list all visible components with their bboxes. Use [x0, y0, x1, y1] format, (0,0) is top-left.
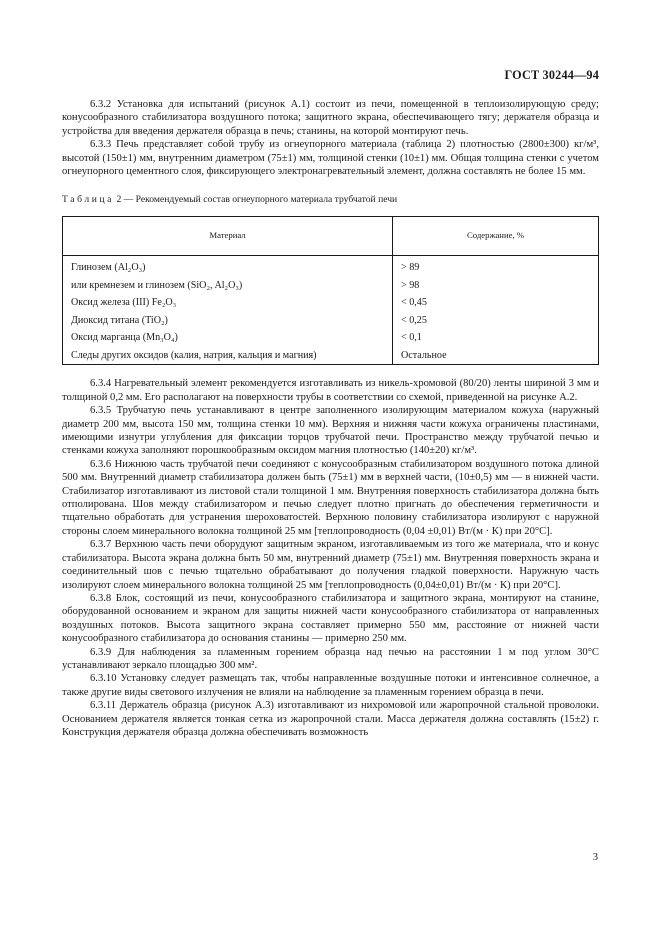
table-caption	[62, 193, 599, 206]
cell-material: Диоксид титана (TiO₂)	[63, 312, 393, 330]
cell-material: или кремнезем и глинозем (SiO₂, Al₂O₃)	[63, 276, 393, 294]
cell-content: > 98	[393, 276, 599, 294]
table-row	[63, 329, 599, 347]
header-material: Материал	[63, 216, 393, 255]
page-number: 3	[592, 852, 598, 863]
paragraph-6-3-4: 6.3.4 Нагревательный элемент рекомендуется изготавливать из никель-хромовой (80/20) ленты шириной 3 мм и толщиной 0,2 мм. Его располагают на поверхности трубы в соответствии со схемой, приведенной на рисунке А.2.	[62, 378, 599, 403]
materials-table	[62, 216, 599, 366]
cell-material: Следы других оксидов (калия, натрия, кальция и магния)	[63, 347, 393, 365]
table-header-row	[63, 216, 599, 255]
paragraph-6-3-7: 6.3.7 Верхнюю часть печи оборудуют защитным экраном, изготавливаемым из того же материала, что и конус стабилизатора. Высота экрана должна быть 50 мм, внутренний диаметр (75±1) мм. Внутренняя поверхность экрана и соединительный шов с печью тщательно обрабатывают до получения гладкой поверхности. Наружную часть изолируют слоем минерального волокна толщиной 25 мм [теплопроводность (0,04±0,01) Вт/(м · К) при 20°С].	[62, 539, 599, 591]
paragraph-6-3-5: 6.3.5 Трубчатую печь устанавливают в центре заполненного изолирующим материалом кожуха (наружный диаметр 200 мм, высота 150 мм, толщина стенки 10 мм). Верхняя и нижняя части кожуха ограничены пластинами, имеющими изнутри углубления для фиксации торцов трубчатой печи. Пространство между трубчатой печью и стенками кожуха заполняют порошкообразным оксидом магния плотностью (140±20) кг/м³.	[62, 405, 599, 457]
table-row	[63, 347, 599, 365]
cell-content: < 0,45	[393, 294, 599, 312]
cell-content: < 0,25	[393, 312, 599, 330]
paragraph-6-3-3: 6.3.3 Печь представляет собой трубу из огнеупорного материала (таблица 2) плотностью (2800±300) кг/м³, высотой (150±1) мм, внутренним диаметром (75±1) мм, толщиной стенки (10±1) мм. Общая толщина стенки с учетом огнеупорного цементного слоя, фиксирующего электронагревательный элемент, должна составлять не более 15 мм.	[62, 139, 599, 178]
paragraph-6-3-2: 6.3.2 Установка для испытаний (рисунок А.1) состоит из печи, помещенной в теплоизолирующую среду; конусообразного стабилизатора воздушного потока; защитного экрана, обеспечивающего тягу; держателя образца и устройства для введения держателя образца в печь; станины, на которой монтируют печь.	[62, 99, 599, 137]
table-row	[63, 276, 599, 294]
cell-material: Оксид марганца (Mn₃O₄)	[63, 329, 393, 347]
table-caption-text: 2 — Рекомендуемый состав огнеупорного материала трубчатой печи	[114, 194, 398, 206]
cell-content: > 89	[393, 255, 599, 276]
table-row	[63, 312, 599, 330]
table-caption-prefix: Таблица	[62, 194, 115, 206]
cell-material: Оксид железа (III) Fe₂O₃	[63, 294, 393, 312]
paragraph-6-3-6: 6.3.6 Нижнюю часть трубчатой печи соединяют с конусообразным стабилизатором воздушного потока длиной 500 мм. Внутренний диаметр стабилизатора должен быть (75±1) мм в верхней части, (10±0,5) мм — в нижней части. Стабилизатор изготавливают из листовой стали толщиной 1 мм. Внутренняя поверхность стабилизатора должна быть отполирована. Шов между стабилизатором и печью следует плотно пригнать до обеспечения герметичности и тщательно обработать для устранения шероховатостей. Верхнюю половину стабилизатора изолируют с наружной стороны слоем минерального волокна толщиной 25 мм [теплопроводность (0,04 ±0,01) Вт/(м · К) при 20°С].	[62, 458, 599, 537]
standard-header: ГОСТ 30244—94	[504, 68, 599, 82]
paragraph-6-3-11: 6.3.11 Держатель образца (рисунок А.3) изготавливают из нихромовой или жаропрочной стальной проволоки. Основанием держателя является тонкая сетка из жаропрочной стали. Масса держателя должна составлять (15±2) г. Конструкция держателя образца должна обеспечивать возможность	[62, 700, 599, 738]
cell-content: < 0,1	[393, 329, 599, 347]
paragraph-6-3-10: 6.3.10 Установку следует размещать так, чтобы направленные воздушные потоки и интенсивное солнечное, а также другие виды светового излучения не влияли на наблюдение за пламенным горением образца в печи.	[62, 673, 599, 698]
header-content: Содержание, %	[393, 216, 599, 255]
page-content	[62, 98, 599, 739]
table-row	[63, 255, 599, 276]
paragraph-6-3-9: 6.3.9 Для наблюдения за пламенным горением образца над печью на расстоянии 1 м под углом 30°С устанавливают зеркало площадью 300 мм².	[62, 646, 599, 671]
cell-content: Остальное	[393, 347, 599, 365]
paragraphs-after-table	[62, 377, 599, 739]
paragraph-6-3-8: 6.3.8 Блок, состоящий из печи, конусообразного стабилизатора и защитного экрана, монтируют на станине, оборудованной основанием и экраном для защиты нижней части конусообразного стабилизатора от направленных воздушных потоков. Высота защитного экрана составляет примерно 550 мм, расстояние от нижней части конусообразного стабилизатора до основания станины — примерно 250 мм.	[62, 592, 599, 645]
table-row	[63, 294, 599, 312]
cell-material: Глинозем (Al₂O₃)	[63, 255, 393, 276]
